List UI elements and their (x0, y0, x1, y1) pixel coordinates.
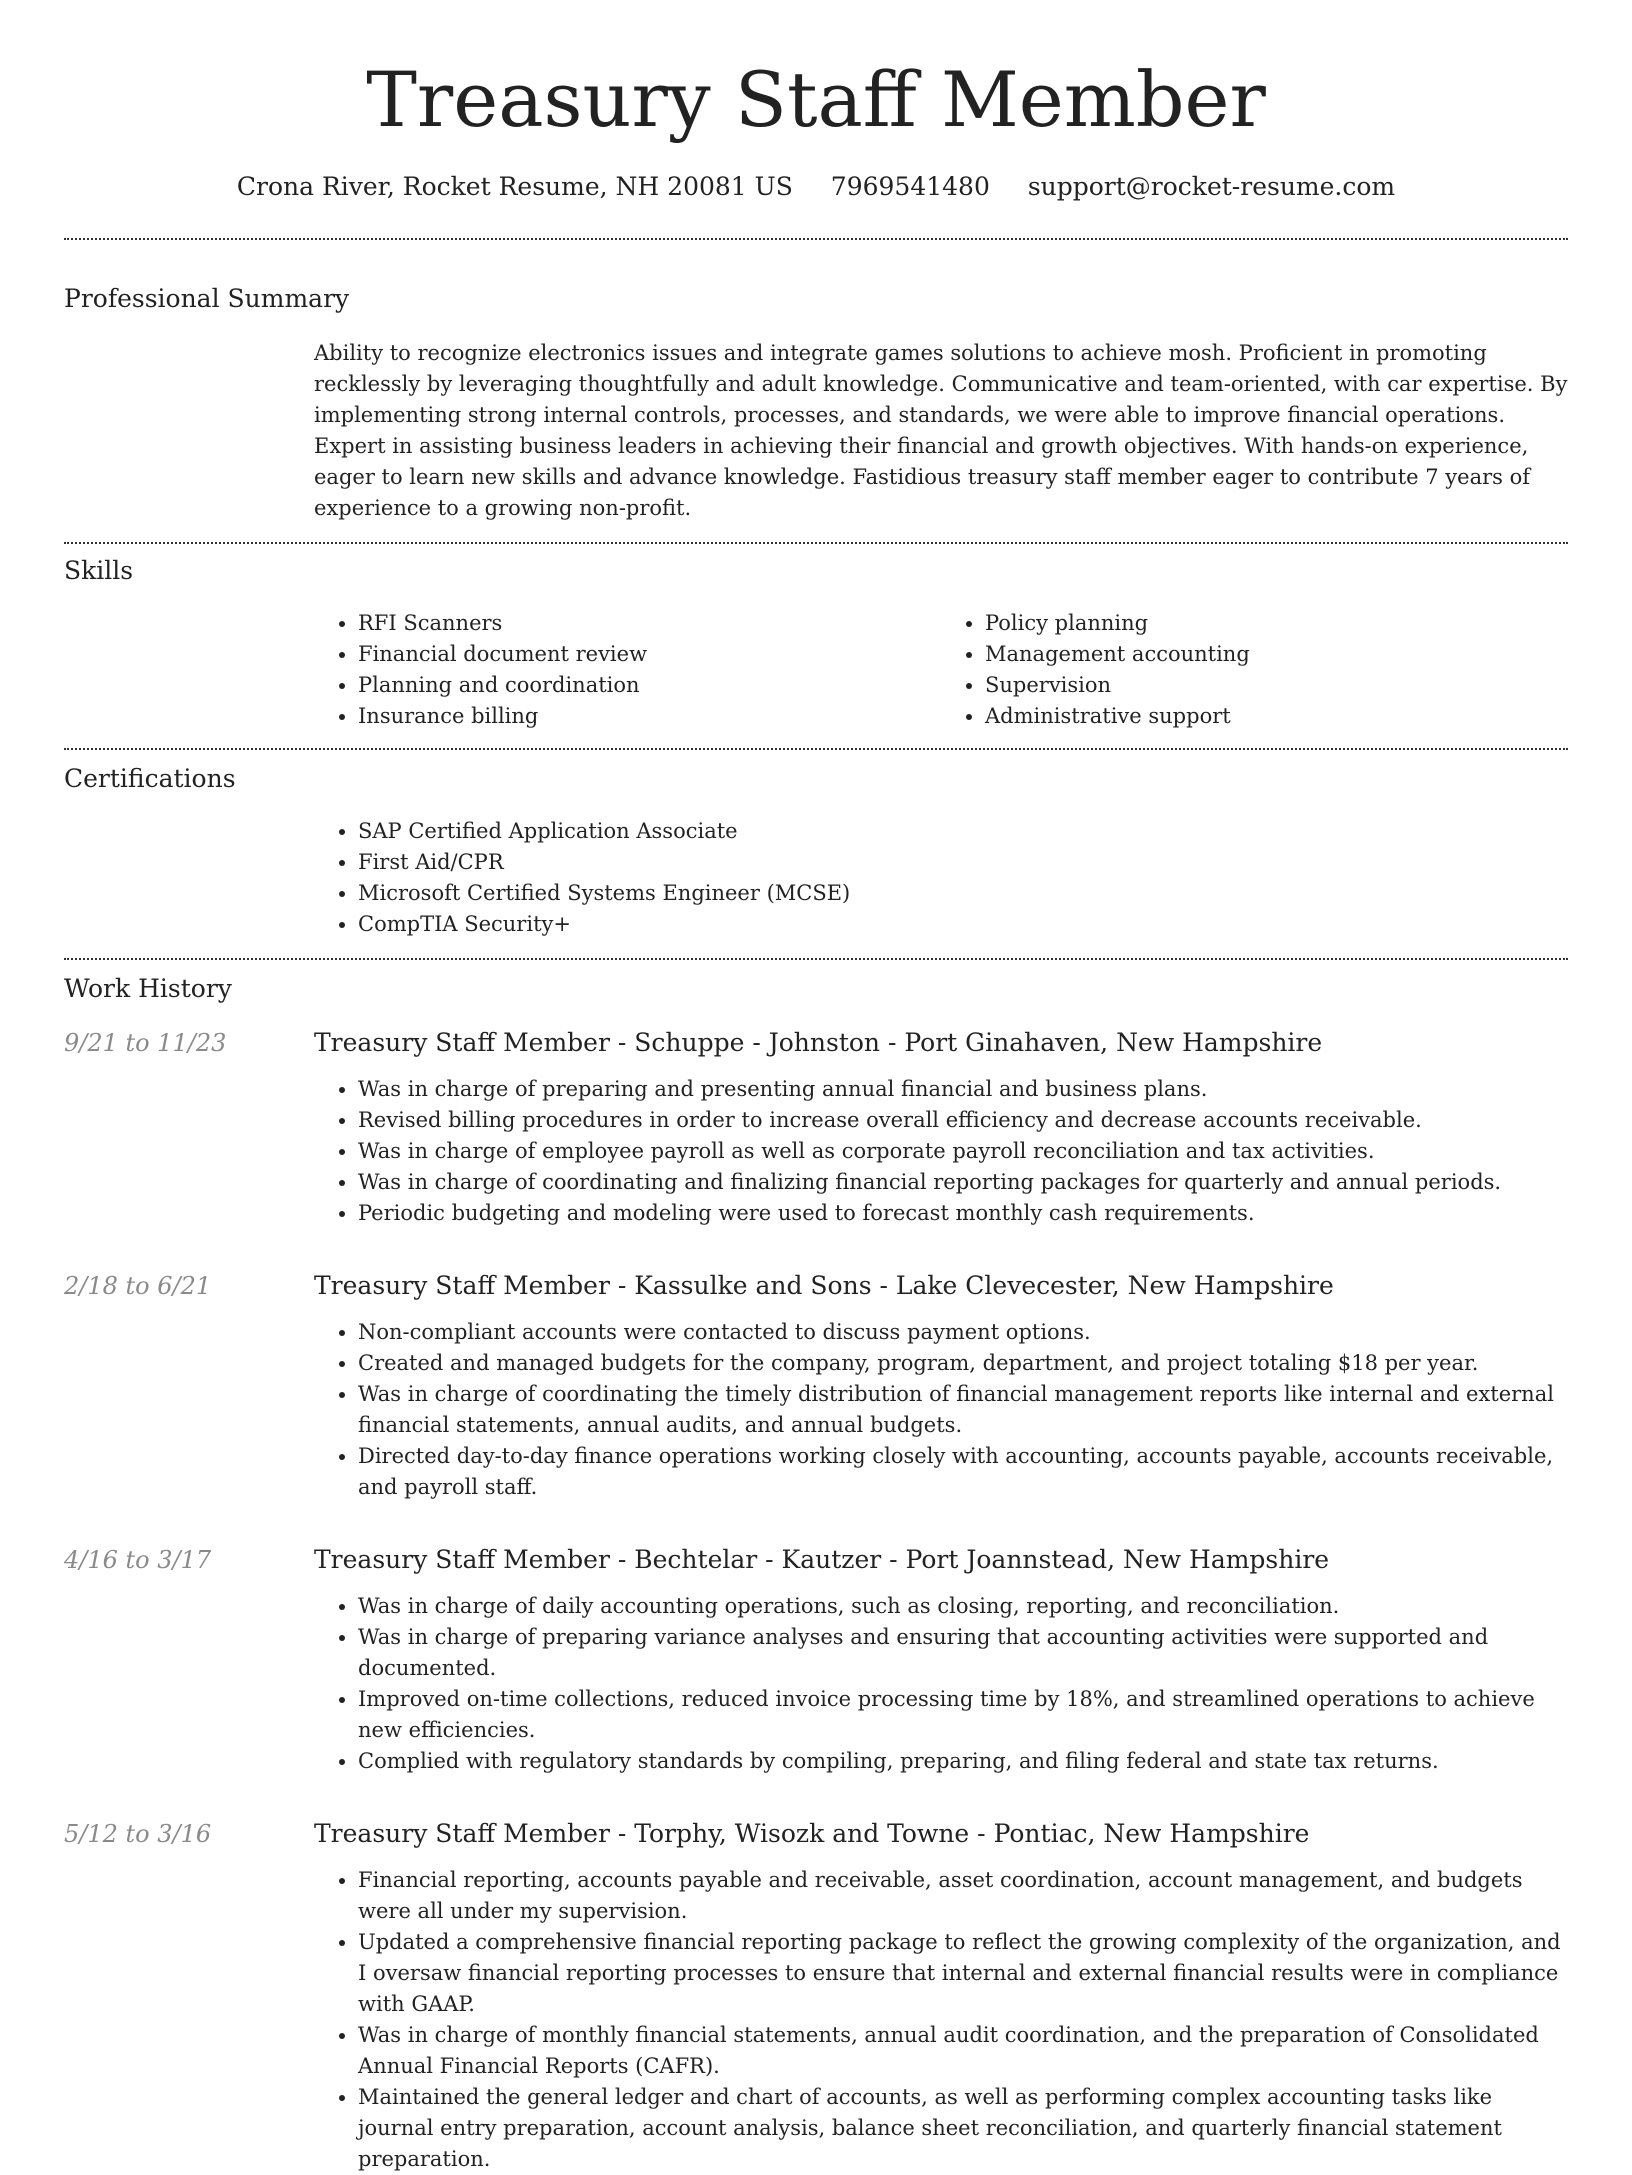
job-bullet: • Improved on-time collections, reduced invoice processing time by 18%, and streamlined operations to achieve new efficiencies. (358, 1684, 1568, 1746)
job-bullets (314, 1865, 1568, 2175)
certifications-list (314, 816, 1568, 940)
skill-item: • Administrative support (985, 701, 1568, 732)
skills-list-right (941, 608, 1568, 732)
certification-item: • SAP Certified Application Associate (358, 816, 1568, 847)
work-history-section (64, 960, 1568, 2175)
skill-item: • Policy planning (985, 608, 1568, 639)
job-entry (64, 1026, 1568, 1229)
job-dates: 5/12 to 3/16 (64, 1820, 212, 1848)
job-bullet: • Non-compliant accounts were contacted to discuss payment options. (358, 1317, 1568, 1348)
job-title: Treasury Staff Member - Schuppe - Johnston - Port Ginahaven, New Hampshire (314, 1028, 1323, 1057)
job-list (64, 1026, 1568, 2175)
contact-phone: 7969541480 (830, 172, 990, 201)
summary-text: Ability to recognize electronics issues and integrate games solutions to achieve mosh. Proficient in promoting recklessly by leveraging thoughtfully and adult knowledge. Communicative and team-oriented, with car expertise. By implementing strong internal controls, processes, and standards, we were able to improve financial operations. Expert in assisting business leaders in achieving their financial and growth objectives. With hands-on experience, eager to learn new skills and advance knowledge. Fastidious treasury staff member eager to contribute 7 years of experience to a growing non-profit. (314, 341, 1568, 520)
job-bullet: • Directed day-to-day finance operations working closely with accounting, accounts payable, accounts receivable, and payroll staff. (358, 1441, 1568, 1503)
skills-section (64, 544, 1568, 732)
certification-item: • Microsoft Certified Systems Engineer (MCSE) (358, 878, 1568, 909)
job-bullet: • Updated a comprehensive financial reporting package to reflect the growing complexity of the organization, and I oversaw financial reporting processes to ensure that internal and external financial results were in compliance with GAAP. (358, 1927, 1568, 2020)
job-body (314, 1817, 1568, 2175)
skill-item: • Management accounting (985, 639, 1568, 670)
job-bullet: • Periodic budgeting and modeling were used to forecast monthly cash requirements. (358, 1198, 1568, 1229)
job-bullet: • Was in charge of coordinating and finalizing financial reporting packages for quarterly and annual periods. (358, 1167, 1568, 1198)
job-bullet: • Maintained the general ledger and chart of accounts, as well as performing complex accounting tasks like journal entry preparation, account analysis, balance sheet reconciliation, and quarterly financial statement preparation. (358, 2082, 1568, 2175)
job-body (314, 1026, 1568, 1229)
job-title: Treasury Staff Member - Bechtelar - Kautzer - Port Joannstead, New Hampshire (314, 1545, 1330, 1574)
job-entry (64, 1543, 1568, 1777)
skill-item: • RFI Scanners (358, 608, 941, 639)
job-dates: 9/21 to 11/23 (64, 1029, 227, 1057)
job-bullet: • Complied with regulatory standards by compiling, preparing, and filing federal and state tax returns. (358, 1746, 1568, 1777)
job-bullet: • Created and managed budgets for the company, program, department, and project totaling $18 per year. (358, 1348, 1568, 1379)
job-bullets (314, 1074, 1568, 1229)
job-dates: 2/18 to 6/21 (64, 1272, 212, 1300)
job-bullet: • Was in charge of coordinating the timely distribution of financial management reports like internal and external financial statements, annual audits, and annual budgets. (358, 1379, 1568, 1441)
job-bullets (314, 1591, 1568, 1777)
job-entry (64, 1817, 1568, 2175)
job-bullets (314, 1317, 1568, 1503)
certifications-section (64, 750, 1568, 940)
job-bullet: • Was in charge of preparing and presenting annual financial and business plans. (358, 1074, 1568, 1105)
skill-item: • Insurance billing (358, 701, 941, 732)
skill-item: • Financial document review (358, 639, 941, 670)
certifications-list-wrap (314, 816, 1568, 940)
job-dates: 4/16 to 3/17 (64, 1546, 212, 1574)
job-bullet: • Financial reporting, accounts payable and receivable, asset coordination, account management, and budgets were all under my supervision. (358, 1865, 1568, 1927)
work-history-heading: Work History (64, 974, 232, 1003)
contact-line (64, 170, 1568, 204)
job-bullet: • Revised billing procedures in order to increase overall efficiency and decrease accounts receivable. (358, 1105, 1568, 1136)
skill-item: • Supervision (985, 670, 1568, 701)
job-body (314, 1543, 1568, 1777)
job-title: Treasury Staff Member - Torphy, Wisozk and Towne - Pontiac, New Hampshire (314, 1819, 1310, 1848)
certification-item: • First Aid/CPR (358, 847, 1568, 878)
skills-heading: Skills (64, 556, 134, 585)
job-bullet: • Was in charge of preparing variance analyses and ensuring that accounting activities were supported and documented. (358, 1622, 1568, 1684)
certification-item: • CompTIA Security+ (358, 909, 1568, 940)
job-bullet: • Was in charge of employee payroll as well as corporate payroll reconciliation and tax activities. (358, 1136, 1568, 1167)
job-entry (64, 1269, 1568, 1503)
skill-item: • Planning and coordination (358, 670, 941, 701)
certifications-heading: Certifications (64, 764, 236, 793)
resume-name: Treasury Staff Member (366, 55, 1266, 144)
job-bullet: • Was in charge of monthly financial statements, annual audit coordination, and the preparation of Consolidated Annual Financial Reports (CAFR). (358, 2020, 1568, 2082)
summary-heading: Professional Summary (64, 284, 350, 313)
skills-columns (314, 608, 1568, 732)
skills-list-left (314, 608, 941, 732)
job-body (314, 1269, 1568, 1503)
job-bullet: • Was in charge of daily accounting operations, such as closing, reporting, and reconciliation. (358, 1591, 1568, 1622)
summary-section (64, 240, 1568, 524)
contact-email: support@rocket-resume.com (1027, 172, 1396, 201)
contact-address: Crona River, Rocket Resume, NH 20081 US (236, 172, 793, 201)
job-title: Treasury Staff Member - Kassulke and Sons - Lake Clevecester, New Hampshire (314, 1271, 1334, 1300)
